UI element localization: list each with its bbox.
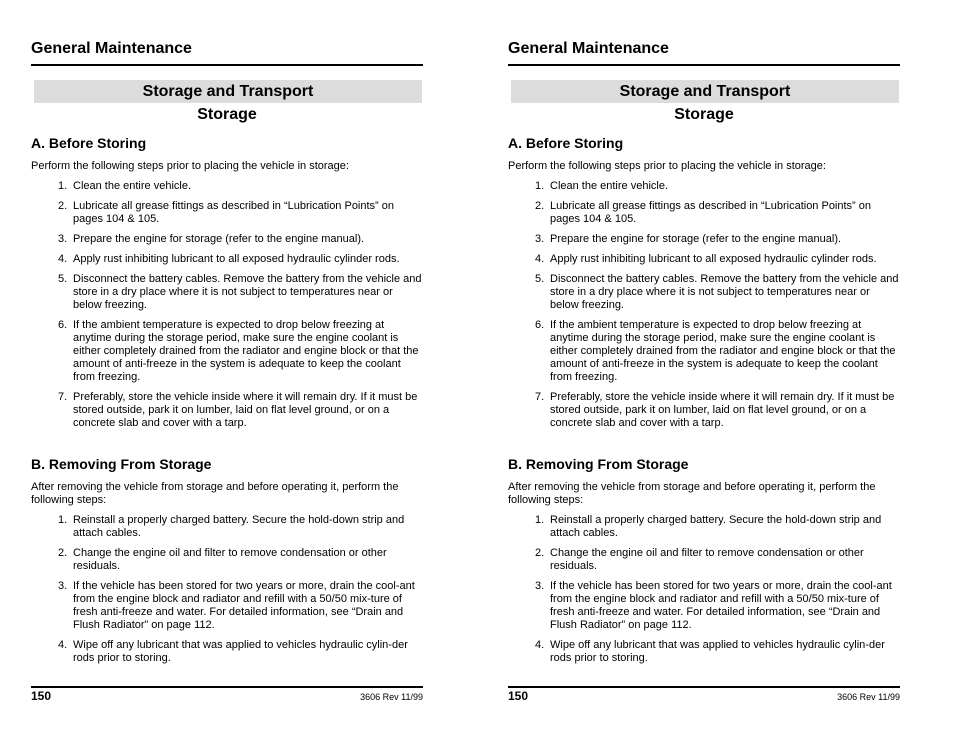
step-item	[535, 514, 900, 540]
step-item	[58, 639, 423, 665]
chapter-banner: Storage and Transport	[511, 80, 899, 103]
step-number: 3.	[58, 580, 68, 592]
step-text: If the vehicle has been stored for two years or more, drain the cool-ant from the engine block and radiator and refill with a 50/50 mix-ture of fresh anti-freeze and water. For detailed information, see “Drain and Flush Radiator” on page 112.	[550, 580, 892, 631]
step-number: 2.	[58, 200, 68, 212]
step-item	[58, 514, 423, 540]
step-item	[535, 639, 900, 665]
step-text: Reinstall a properly charged battery. Secure the hold-down strip and attach cables.	[550, 514, 882, 539]
step-number: 1.	[535, 180, 545, 192]
step-text: Wipe off any lubricant that was applied to vehicles hydraulic cylin-der rods prior to storing.	[73, 639, 408, 664]
step-number: 6.	[58, 319, 68, 331]
part-a-intro: Perform the following steps prior to placing the vehicle in storage:	[508, 160, 826, 172]
step-item	[535, 580, 900, 632]
step-item	[535, 180, 900, 193]
part-b-steps	[58, 514, 423, 672]
step-text: Change the engine oil and filter to remove condensation or other residuals.	[550, 547, 864, 572]
step-text: Clean the entire vehicle.	[550, 180, 669, 192]
footer-rule	[508, 686, 900, 688]
step-text: Prepare the engine for storage (refer to the engine manual).	[73, 233, 365, 245]
step-item	[58, 273, 423, 312]
step-item	[535, 391, 900, 430]
step-item	[58, 180, 423, 193]
step-text: Change the engine oil and filter to remove condensation or other residuals.	[73, 547, 387, 572]
step-number: 3.	[58, 233, 68, 245]
step-number: 1.	[535, 514, 545, 526]
step-number: 4.	[535, 253, 545, 265]
step-number: 2.	[58, 547, 68, 559]
step-number: 1.	[58, 514, 68, 526]
step-text: If the ambient temperature is expected to drop below freezing at anytime during the storage period, make sure the engine coolant is either completely drained from the radiator and engine block or that the amount of anti-freeze in the system is adequate to keep the coolant from freezing.	[550, 319, 896, 383]
step-item	[535, 547, 900, 573]
part-b-heading: B. Removing From Storage	[31, 456, 212, 472]
step-item	[58, 547, 423, 573]
part-a-heading: A. Before Storing	[31, 135, 147, 151]
step-number: 2.	[535, 547, 545, 559]
step-text: Wipe off any lubricant that was applied to vehicles hydraulic cylin-der rods prior to storing.	[550, 639, 885, 664]
part-a-steps	[58, 180, 423, 437]
step-text: Apply rust inhibiting lubricant to all exposed hydraulic cylinder rods.	[73, 253, 400, 265]
step-text: Disconnect the battery cables. Remove the battery from the vehicle and store in a dry place where it is not subject to temperatures near or below freezing.	[73, 273, 422, 311]
revision-label: 3606 Rev 11/99	[837, 692, 900, 702]
page-number: 150	[508, 689, 529, 703]
step-text: Disconnect the battery cables. Remove the battery from the vehicle and store in a dry place where it is not subject to temperatures near or below freezing.	[550, 273, 899, 311]
step-text: If the ambient temperature is expected to drop below freezing at anytime during the storage period, make sure the engine coolant is either completely drained from the radiator and engine block or that the amount of anti-freeze in the system is adequate to keep the coolant from freezing.	[73, 319, 419, 383]
step-number: 5.	[58, 273, 68, 285]
step-number: 3.	[535, 580, 545, 592]
part-b-heading: B. Removing From Storage	[508, 456, 689, 472]
part-a-heading: A. Before Storing	[508, 135, 624, 151]
step-number: 4.	[58, 253, 68, 265]
page-number: 150	[31, 689, 52, 703]
part-a-steps	[535, 180, 900, 437]
manual-page-right	[508, 0, 900, 738]
step-item	[58, 200, 423, 226]
step-text: Clean the entire vehicle.	[73, 180, 192, 192]
step-number: 4.	[58, 639, 68, 651]
page-subtitle: Storage	[674, 106, 734, 123]
step-item	[535, 253, 900, 266]
step-item	[535, 233, 900, 246]
part-b-intro: After removing the vehicle from storage and before operating it, perform the following steps:	[31, 481, 399, 506]
step-text: Reinstall a properly charged battery. Secure the hold-down strip and attach cables.	[73, 514, 405, 539]
step-number: 4.	[535, 639, 545, 651]
step-number: 1.	[58, 180, 68, 192]
step-number: 7.	[58, 391, 68, 403]
revision-label: 3606 Rev 11/99	[360, 692, 423, 702]
step-item	[58, 391, 423, 430]
step-text: Prepare the engine for storage (refer to the engine manual).	[550, 233, 842, 245]
step-number: 3.	[535, 233, 545, 245]
footer-rule	[31, 686, 423, 688]
step-number: 7.	[535, 391, 545, 403]
chapter-banner: Storage and Transport	[34, 80, 422, 103]
step-number: 6.	[535, 319, 545, 331]
step-item	[58, 253, 423, 266]
step-item	[58, 580, 423, 632]
step-item	[58, 233, 423, 246]
section-title: General Maintenance	[31, 40, 192, 57]
step-text: Preferably, store the vehicle inside where it will remain dry. If it must be stored outside, park it on lumber, laid on flat level ground, or on a concrete slab and cover with a tarp.	[73, 391, 418, 429]
part-b-intro: After removing the vehicle from storage and before operating it, perform the following steps:	[508, 481, 876, 506]
page-subtitle: Storage	[197, 106, 257, 123]
step-text: Lubricate all grease fittings as described in “Lubrication Points” on pages 104 & 105.	[550, 200, 872, 225]
step-item	[535, 200, 900, 226]
section-title: General Maintenance	[508, 40, 669, 57]
part-b-steps	[535, 514, 900, 672]
manual-page-left	[31, 0, 423, 738]
header-rule	[508, 64, 900, 66]
step-text: Preferably, store the vehicle inside where it will remain dry. If it must be stored outside, park it on lumber, laid on flat level ground, or on a concrete slab and cover with a tarp.	[550, 391, 895, 429]
header-rule	[31, 64, 423, 66]
step-item	[58, 319, 423, 384]
part-a-intro: Perform the following steps prior to placing the vehicle in storage:	[31, 160, 349, 172]
step-text: If the vehicle has been stored for two years or more, drain the cool-ant from the engine block and radiator and refill with a 50/50 mix-ture of fresh anti-freeze and water. For detailed information, see “Drain and Flush Radiator” on page 112.	[73, 580, 415, 631]
step-text: Apply rust inhibiting lubricant to all exposed hydraulic cylinder rods.	[550, 253, 877, 265]
step-number: 5.	[535, 273, 545, 285]
step-item	[535, 319, 900, 384]
step-text: Lubricate all grease fittings as described in “Lubrication Points” on pages 104 & 105.	[73, 200, 395, 225]
step-item	[535, 273, 900, 312]
step-number: 2.	[535, 200, 545, 212]
